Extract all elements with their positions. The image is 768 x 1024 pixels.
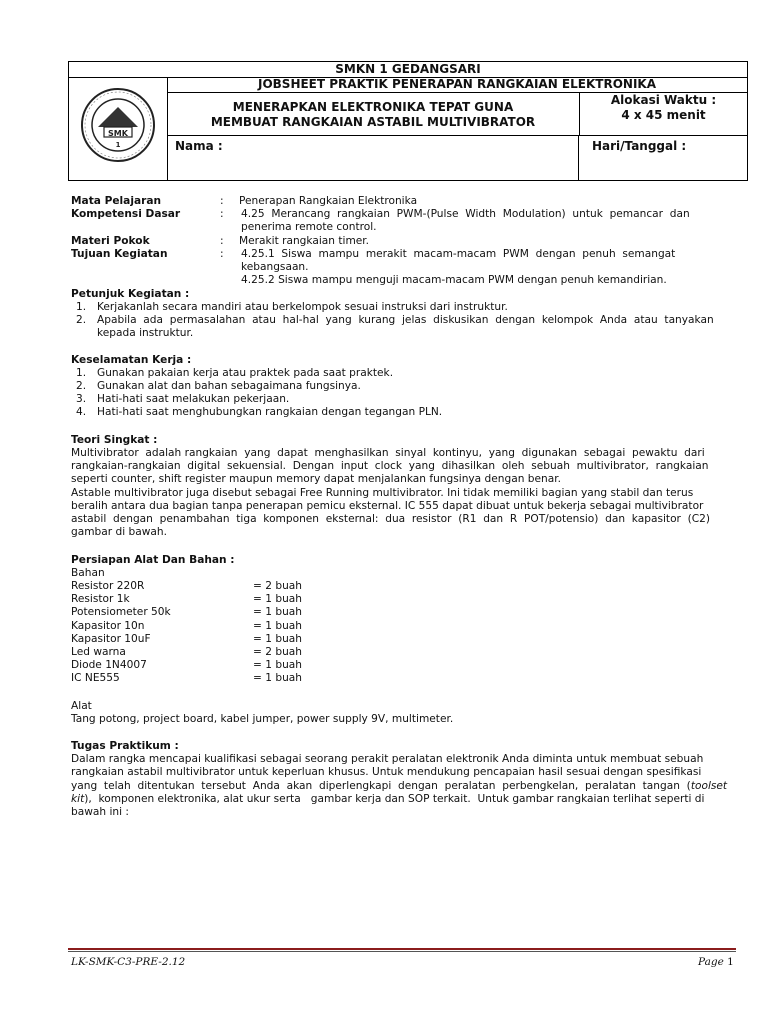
material-qty: = 1 buah bbox=[253, 606, 302, 618]
material-name: Kapasitor 10uF bbox=[71, 633, 151, 645]
task-line: Dalam rangka mencapai kualifikasi sebagai seorang perakit peralatan elektronik Anda diminta untuk membuat sebuah bbox=[71, 753, 704, 765]
objective-1: 4.25.1 Siswa mampu merakit macam-macam PWM dengan penuh semangat bbox=[241, 248, 676, 260]
theory-line: seperti counter, shift register maupun memory dapat menjalankan fungsinya dengan benar. bbox=[71, 473, 561, 485]
list-item-number: 4. bbox=[76, 406, 87, 418]
list-item-number: 1. bbox=[76, 367, 87, 379]
header-table bbox=[68, 61, 748, 181]
material-qty: = 2 buah bbox=[253, 580, 302, 592]
task-line-text: ), komponen elektronika, alat ukur serta gambar kerja dan SOP terkait. Untuk gambar rangkaian terlihat seperti di bbox=[84, 793, 705, 805]
theory-heading: Teori Singkat : bbox=[71, 434, 158, 446]
materials-label: Bahan bbox=[71, 567, 105, 579]
material-name: IC NE555 bbox=[71, 672, 120, 684]
tools-label: Alat bbox=[71, 700, 92, 712]
task-italic-term: toolset bbox=[690, 780, 728, 792]
material-qty: = 1 buah bbox=[253, 633, 302, 645]
page-num: 1 bbox=[727, 956, 734, 968]
task-italic-term: kit bbox=[71, 793, 85, 805]
instruction-item: Kerjakanlah secara mandiri atau berkelompok sesuai instruksi dari instruktur. bbox=[97, 301, 508, 313]
objective-label: Tujuan Kegiatan bbox=[71, 248, 168, 260]
task-line bbox=[71, 793, 704, 806]
subject-label: Mata Pelajaran bbox=[71, 195, 162, 207]
activity-title-line2: MEMBUAT RANGKAIAN ASTABIL MULTIVIBRATOR bbox=[210, 115, 536, 129]
school-logo bbox=[80, 87, 156, 163]
list-item-number: 2. bbox=[76, 380, 87, 392]
task-line-text: yang telah ditentukan tersebut Anda akan diperlengkapi dengan peralatan perbengkelan, peralatan tangan ( bbox=[71, 780, 691, 792]
task-line bbox=[71, 780, 727, 793]
safety-item: Gunakan alat dan bahan sebagaimana fungsinya. bbox=[97, 380, 361, 392]
safety-heading: Keselamatan Kerja : bbox=[71, 354, 192, 366]
material-qty: = 1 buah bbox=[253, 620, 302, 632]
time-allocation-label: Alokasi Waktu : bbox=[610, 93, 717, 107]
topic-label: Materi Pokok bbox=[71, 235, 150, 247]
colon: : bbox=[220, 248, 224, 260]
colon: : bbox=[220, 195, 224, 207]
instruction-item: Apabila ada permasalahan atau hal-hal yang kurang jelas diskusikan dengan kelompok Anda atau tanyakan bbox=[97, 314, 714, 326]
safety-item: Hati-hati saat melakukan pekerjaan. bbox=[97, 393, 290, 405]
colon: : bbox=[220, 208, 224, 220]
topic-value: Merakit rangkaian timer. bbox=[239, 235, 370, 247]
material-name: Potensiometer 50k bbox=[71, 606, 171, 618]
footer-divider bbox=[68, 951, 736, 952]
jobsheet-title: JOBSHEET PRAKTIK PENERAPAN RANGKAIAN ELEKTRONIKA bbox=[167, 77, 747, 93]
material-name: Led warna bbox=[71, 646, 126, 658]
tools-value: Tang potong, project board, kabel jumper, power supply 9V, multimeter. bbox=[71, 713, 454, 725]
logo-cell bbox=[69, 77, 168, 180]
theory-line: Astable multivibrator juga disebut sebagai Free Running multivibrator. Ini tidak memiliki bagian yang stabil dan terus bbox=[71, 487, 694, 499]
theory-line: Multivibrator adalah rangkaian yang dapat menghasilkan sinyal kontinyu, yang digunakan sebagai pewaktu dari bbox=[71, 447, 705, 459]
material-name: Kapasitor 10n bbox=[71, 620, 145, 632]
time-allocation-value: 4 x 45 menit bbox=[621, 108, 706, 122]
instructions-heading: Petunjuk Kegiatan : bbox=[71, 288, 190, 300]
list-item-number: 2. bbox=[76, 314, 87, 326]
materials-heading: Persiapan Alat Dan Bahan : bbox=[71, 554, 235, 566]
competency-value: 4.25 Merancang rangkaian PWM-(Pulse Width Modulation) untuk pemancar dan bbox=[241, 208, 690, 220]
activity-title-cell bbox=[167, 93, 580, 136]
material-name: Resistor 220R bbox=[71, 580, 145, 592]
safety-item: Hati-hati saat menghubungkan rangkaian dengan tegangan PLN. bbox=[97, 406, 443, 418]
colon: : bbox=[220, 235, 224, 247]
svg-text:SMK: SMK bbox=[108, 129, 128, 138]
competency-value-cont: penerima remote control. bbox=[241, 221, 377, 233]
time-allocation-cell bbox=[580, 93, 747, 136]
activity-title-line1: MENERAPKAN ELEKTRONIKA TEPAT GUNA bbox=[232, 100, 514, 114]
page-label: Page bbox=[698, 956, 724, 968]
material-name: Diode 1N4007 bbox=[71, 659, 147, 671]
document-code: LK-SMK-C3-PRE-2.12 bbox=[71, 956, 186, 968]
list-item-number: 3. bbox=[76, 393, 87, 405]
task-heading: Tugas Praktikum : bbox=[71, 740, 179, 752]
material-qty: = 2 buah bbox=[253, 646, 302, 658]
material-qty: = 1 buah bbox=[253, 593, 302, 605]
objective-2: 4.25.2 Siswa mampu menguji macam-macam PWM dengan penuh kemandirian. bbox=[241, 274, 667, 286]
task-line: rangkaian astabil multivibrator untuk keperluan khusus. Untuk mendukung pencapaian hasil sesuai dengan spesifikasi bbox=[71, 766, 702, 778]
page-number bbox=[698, 956, 734, 968]
safety-item: Gunakan pakaian kerja atau praktek pada saat praktek. bbox=[97, 367, 394, 379]
school-name: SMKN 1 GEDANGSARI bbox=[69, 62, 747, 78]
theory-line: gambar di bawah. bbox=[71, 526, 167, 538]
material-name: Resistor 1k bbox=[71, 593, 130, 605]
theory-line: astabil dengan penambahan tiga komponen eksternal: dua resistor (R1 dan R POT/potensio) dan kapasitor (C2) bbox=[71, 513, 711, 525]
instruction-item-cont: kepada instruktur. bbox=[97, 327, 194, 339]
theory-line: rangkaian-rangkaian digital sekuensial. Dengan input clock yang dihasilkan oleh sebuah multivibrator, rangkaian bbox=[71, 460, 709, 472]
date-field-label: Hari/Tanggal : bbox=[592, 139, 687, 153]
competency-label: Kompetensi Dasar bbox=[71, 208, 181, 220]
name-field-label: Nama : bbox=[167, 136, 579, 180]
task-line: bawah ini : bbox=[71, 806, 129, 818]
list-item-number: 1. bbox=[76, 301, 87, 313]
footer-divider bbox=[68, 948, 736, 950]
theory-line: beralih antara dua bagian tanpa penerapan pemicu eksternal. IC 555 dapat dibuat untuk bekerja sebagai multivibrator bbox=[71, 500, 704, 512]
subject-value: Penerapan Rangkaian Elektronika bbox=[239, 195, 418, 207]
svg-text:1: 1 bbox=[115, 141, 121, 149]
objective-1-cont: kebangsaan. bbox=[241, 261, 309, 273]
material-qty: = 1 buah bbox=[253, 659, 302, 671]
material-qty: = 1 buah bbox=[253, 672, 302, 684]
